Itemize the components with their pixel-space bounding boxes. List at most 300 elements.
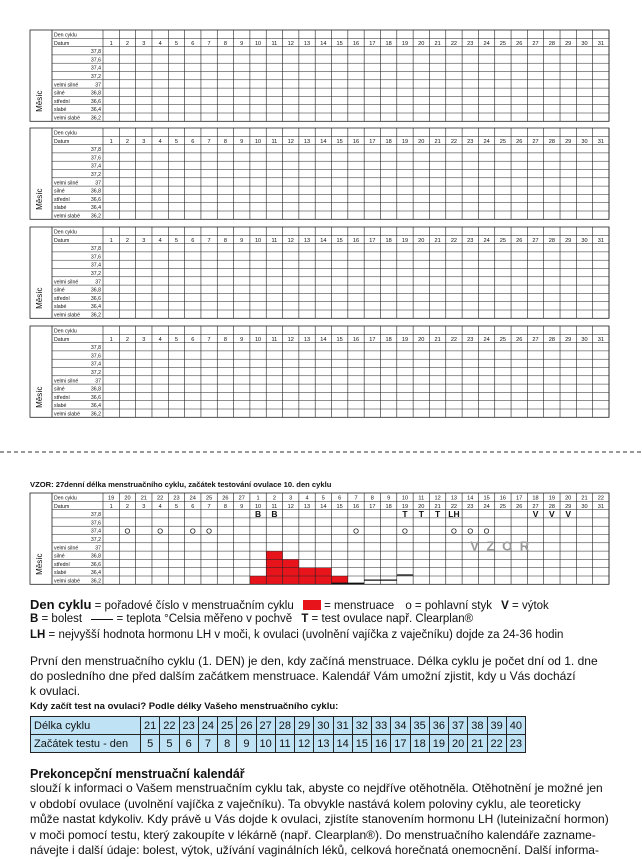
intercourse-mark: O [124,526,131,536]
day-number: 4 [158,40,162,47]
day-number: 8 [223,503,227,510]
row-label: 37,8 [90,512,101,519]
cycle-day-number: 6 [338,495,342,502]
day-number: 27 [532,138,539,145]
day-number: 14 [320,503,327,510]
temperature-label: 37 [95,279,101,286]
test-start-cell: 18 [410,735,429,753]
temperature-label: 36,6 [90,561,101,568]
intro-line: k ovulaci. [30,684,81,698]
test-start-table [30,716,526,753]
row-label: slabé [54,570,67,577]
row-label: střední [54,98,70,105]
cycle-day-number: 12 [434,495,441,502]
day-number: 24 [483,138,490,145]
temperature-line-swatch [91,619,113,620]
day-number: 7 [207,503,211,510]
temperature-label: 37 [95,180,101,187]
row-label: 37,6 [90,254,101,261]
cycle-day-number: 10 [401,495,409,502]
day-number: 18 [385,138,392,145]
test-start-cell: 21 [468,735,487,753]
intercourse-mark: O [451,526,457,536]
temperature-label: 36,2 [90,115,101,122]
row-label: Datum [54,237,70,244]
row-label: 37,6 [90,353,101,360]
cycle-length-cell: 37 [449,717,468,735]
legend-text: = pořadové číslo v menstruačním cyklu [91,600,294,612]
day-number: 20 [418,138,425,145]
day-number: 30 [581,40,588,47]
row-label: 37,2 [90,270,101,277]
test-start-cell: 13 [314,735,333,753]
test-start-row [31,735,526,753]
cycle-length-cell: 30 [314,717,333,735]
day-number: 12 [287,503,294,510]
day-number: 15 [336,336,343,343]
paragraph-line: může nastat kdykoliv. Kdy právě u Vás dojde k ovulaci, zjistíte stanovením hormonu LH (luteinizační hormon) [30,812,609,826]
day-number: 23 [467,336,474,343]
day-number: 6 [191,503,195,510]
day-number: 16 [352,237,360,244]
row-label: 37,8 [90,49,101,56]
row-label: střední [54,561,70,568]
day-number: 1 [109,503,113,510]
row-label: velmi silné [54,279,79,286]
cycle-day-number: 21 [581,495,588,502]
day-number: 10 [254,237,262,244]
test-start-cell: 15 [352,735,371,753]
day-number: 7 [207,237,211,244]
temperature-label: 36,4 [90,205,101,212]
day-number: 23 [467,237,474,244]
test-start-cell: 23 [506,735,525,753]
day-number: 13 [303,336,311,343]
cycle-length-cell: 34 [391,717,410,735]
row-label: 37,6 [90,57,101,64]
test-start-cell: 22 [487,735,506,753]
day-number: 8 [223,237,227,244]
legend-line-3 [30,629,563,641]
cycle-length-cell: 40 [506,717,525,735]
day-number: 31 [597,237,604,244]
row-label: slabé [54,403,67,410]
day-number: 7 [207,336,211,343]
day-number: 24 [483,40,490,47]
day-number: 20 [418,336,425,343]
day-number: 8 [223,40,227,47]
intercourse-mark: O [189,526,196,536]
day-number: 22 [450,138,458,145]
day-number: 29 [565,336,572,343]
day-number: 11 [271,336,278,343]
day-number: 19 [401,336,409,343]
temperature-label: 37 [95,378,101,385]
day-number: 3 [142,336,146,343]
cycle-day-number: 11 [418,495,425,502]
day-number: 28 [548,40,555,47]
cycle-length-cell: 39 [487,717,506,735]
row-label: Datum [54,336,70,343]
day-number: 18 [385,237,392,244]
day-number: 17 [369,40,376,47]
day-number: 15 [336,138,343,145]
legend-text: = pohlavní styk [411,600,492,612]
day-number: 4 [158,336,162,343]
day-number: 11 [271,237,278,244]
cycle-day-number: 9 [387,495,391,502]
day-number: 2 [125,40,130,47]
legend-text: = teplota °Celsia měřeno v pochvě [113,613,293,625]
day-number: 28 [548,138,555,145]
day-number: 11 [271,40,278,47]
day-number: 29 [565,237,572,244]
example-watermark: V Z O R [470,538,532,554]
day-number: 14 [320,237,327,244]
day-number: 5 [174,503,179,510]
cycle-length-cell: 26 [237,717,256,735]
cycle-length-cell: 32 [352,717,371,735]
temperature-label: 36,2 [90,312,101,319]
day-number: 17 [369,138,376,145]
ovulation-test-mark: V [532,508,539,519]
day-number: 6 [191,40,195,47]
test-start-cell: 5 [141,735,160,753]
day-number: 18 [385,336,392,343]
menstruation-swatch [303,600,321,610]
day-number: 31 [597,503,604,510]
temperature-label: 36,4 [90,107,101,114]
legend-text: = bolest [38,613,83,625]
day-number: 28 [548,503,555,510]
paragraph-line: v moči pomocí testu, který zakoupíte v lékárně (např. Clearplan®). Do menstruačního kalendáře zazname- [30,827,596,842]
row-label: velmi silné [54,180,79,187]
day-number: 9 [240,503,244,510]
cycle-day-number: 20 [565,495,572,502]
paragraph-line: slouží k informaci o Vašem menstruačním cyklu tak, abyste co nejdříve otěhotněla. Otěhotnění je možné jen [30,781,603,795]
day-number: 13 [303,237,311,244]
legend-text: = výtok [508,600,549,612]
row-label: silné [54,386,65,393]
day-number: 9 [240,336,244,343]
row-label: silné [54,287,65,294]
pain-mark: B [254,508,262,519]
day-number: 25 [499,138,507,145]
day-number: 26 [516,40,523,47]
day-number: 19 [401,40,409,47]
test-start-cell: 14 [333,735,352,753]
day-number: 7 [207,40,211,47]
cycle-day-number: 7 [354,495,358,502]
test-start-cell: 11 [275,735,294,753]
day-number: 8 [223,138,227,145]
day-number: 30 [581,503,588,510]
cycle-length-cell: 28 [275,717,294,735]
cycle-day-number: 1 [256,495,260,502]
cycle-day-number: 19 [108,495,115,502]
day-number: 3 [142,503,146,510]
row-label: velmi slabé [54,312,80,319]
test-start-cell: 12 [295,735,314,753]
row-label: 37,8 [90,246,101,253]
day-number: 16 [352,503,360,510]
month-label: Měsíc [35,553,44,575]
cycle-length-cell: 35 [410,717,429,735]
day-number: 19 [401,138,409,145]
test-start-cell: 20 [449,735,468,753]
day-number: 26 [516,503,523,510]
intercourse-mark: O [402,526,408,536]
day-number: 12 [287,40,294,47]
day-number: 22 [450,336,458,343]
day-number: 25 [499,503,507,510]
intercourse-mark: O [353,526,359,536]
day-number: 9 [240,237,244,244]
day-number: 27 [532,336,539,343]
month-label: Měsíc [35,90,44,112]
cycle-day-number: 22 [157,495,164,502]
test-start-cell: 7 [198,735,217,753]
paragraph-line: návejte i další údaje: bolest, výtok, užívání vaginálních léků, celková horečnatá onemocnění. Další informa- [30,843,599,857]
day-number: 2 [125,336,130,343]
temperature-label: 36,8 [90,287,101,294]
day-number: 29 [565,40,572,47]
example-title: VZOR: 27denní délka menstruačního cyklu, začátek testování ovulace 10. den cyklu [30,480,332,489]
cycle-length-cell: 23 [179,717,198,735]
temperature-label: 36,4 [90,403,101,410]
day-number: 25 [499,40,507,47]
test-start-cell: 10 [256,735,275,753]
day-number: 28 [548,237,555,244]
day-number: 19 [401,503,409,510]
legend-symbol: o [405,600,412,612]
day-number: 16 [352,336,360,343]
day-number: 21 [434,40,441,47]
row-label: 37,4 [90,528,101,535]
month-label: Měsíc [35,188,44,210]
day-number: 5 [174,336,179,343]
day-number: 28 [548,336,555,343]
day-number: 15 [336,503,343,510]
day-number: 20 [418,237,425,244]
cycle-day-number: 17 [516,495,523,502]
cycle-day-number: 22 [597,495,604,502]
day-number: 14 [320,336,327,343]
ovulation-test-mark: T [418,508,424,519]
day-number: 13 [303,503,311,510]
row-label: velmi slabé [54,578,80,585]
cycle-day-number: 13 [450,495,458,502]
test-start-cell: 5 [160,735,179,753]
row-label: velmi slabé [54,411,80,418]
day-number: 17 [369,336,376,343]
cycle-day-number: 15 [483,495,490,502]
temperature-label: 36,6 [90,394,101,401]
temperature-label: 36,8 [90,90,101,97]
temperature-label: 36,4 [90,570,101,577]
intro-line: do posledního dne před dalším začátkem menstruace. Kalendář Vám umožní zjistit, kdy u Vás dochází [30,669,576,683]
cycle-length-cell: 38 [468,717,487,735]
day-number: 31 [597,138,604,145]
cycle-length-cell: 25 [218,717,237,735]
temperature-label: 36,6 [90,98,101,105]
legend-line-1 [30,597,549,612]
temperature-label: 36,6 [90,295,101,302]
day-number: 25 [499,237,507,244]
row-label: střední [54,394,70,401]
cycle-length-cell: 27 [256,717,275,735]
day-number: 23 [467,138,474,145]
day-number: 10 [254,503,262,510]
cycle-day-number: 25 [205,495,213,502]
ovulation-test-mark: V [549,508,555,519]
row-label: 37,4 [90,163,101,170]
pain-mark: B [271,508,278,519]
day-number: 3 [142,237,146,244]
day-number: 9 [240,40,244,47]
day-number: 6 [191,138,195,145]
row-label: Den cyklu [54,229,77,236]
day-number: 4 [158,138,162,145]
day-number: 24 [483,503,490,510]
row-label: 37,4 [90,262,101,269]
day-number: 12 [287,336,294,343]
row-label: velmi silné [54,82,79,89]
intercourse-mark: O [206,526,213,536]
day-number: 31 [597,336,604,343]
row-label: 37,2 [90,369,101,376]
row-label: silné [54,188,65,195]
ovulation-test-mark: T [402,508,408,519]
legend-line-2 [30,613,473,625]
day-number: 18 [385,503,392,510]
test-table-heading: Kdy začít test na ovulaci? Podle délky Vašeho menstruačního cyklu: [30,701,339,712]
cycle-length-row [31,717,526,735]
day-number: 17 [369,503,376,510]
day-number: 14 [320,138,327,145]
day-number: 2 [125,503,130,510]
cycle-day-number: 4 [305,495,309,502]
row-label: Datum [54,138,70,145]
cycle-length-cell: 22 [160,717,179,735]
temperature-label: 36,2 [90,578,101,585]
ovulation-test-mark: T [435,508,441,519]
day-number: 18 [385,40,392,47]
row-label: velmi slabé [54,213,80,220]
day-number: 6 [191,336,195,343]
legend-text: = test ovulace např. Clearplan® [308,613,474,625]
row-label: střední [54,295,70,302]
intro-line: První den menstruačního cyklu (1. DEN) je den, kdy začíná menstruace. Délka cyklu je počet dní od 1. dne [30,654,598,668]
row-label: střední [54,196,70,203]
intercourse-mark: O [467,526,474,536]
cycle-day-number: 21 [140,495,147,502]
cycle-day-number: 27 [238,495,245,502]
day-number: 30 [581,237,588,244]
day-number: 1 [109,237,113,244]
day-number: 29 [565,138,572,145]
paragraph-line: v období ovulace (uvolnění vajíčka z vaječníku). Ta obvykle nastává kolem poloviny cyklu, ale teoreticky [30,796,581,811]
temperature-label: 36,2 [90,411,101,418]
cycle-day-number: 14 [467,495,474,502]
day-number: 30 [581,336,588,343]
day-number: 25 [499,336,507,343]
temperature-label: 36,4 [90,304,101,311]
legend-symbol: T [301,613,309,625]
cycle-day-number: 3 [289,495,293,502]
day-number: 10 [254,336,262,343]
day-number: 6 [191,237,195,244]
day-number: 10 [254,138,262,145]
day-number: 20 [418,40,425,47]
menstruation-bar [283,559,299,584]
day-number: 20 [418,503,425,510]
row-label: Délka cyklu [31,717,141,735]
legend-symbol: V [501,600,509,612]
cycle-day-number: 2 [272,495,276,502]
day-number: 24 [483,237,490,244]
day-number: 22 [450,503,458,510]
cycle-day-number: 24 [189,495,196,502]
day-number: 31 [597,40,604,47]
temperature-label: 36,8 [90,553,101,560]
day-number: 12 [287,138,294,145]
day-number: 3 [142,40,146,47]
calendar-heading: Prekoncepční menstruační kalendář [30,767,245,781]
day-number: 26 [516,336,523,343]
cycle-length-cell: 33 [372,717,391,735]
day-number: 4 [158,503,162,510]
row-label: 37,8 [90,345,101,352]
cycle-length-cell: 36 [429,717,448,735]
row-label: Začátek testu - den [31,735,141,753]
day-number: 19 [401,237,409,244]
day-number: 27 [532,40,539,47]
row-label: velmi slabé [54,115,80,122]
row-label: 37,8 [90,147,101,154]
day-number: 13 [303,40,311,47]
temperature-label: 36,8 [90,386,101,393]
row-label: Den cyklu [54,130,77,137]
legend-text: = menstruace [320,600,395,612]
row-label: Datum [54,503,70,510]
cycle-day-number: 26 [222,495,229,502]
day-number: 24 [483,336,490,343]
day-number: 23 [467,40,474,47]
row-label: 37,2 [90,536,101,543]
day-number: 2 [125,138,130,145]
test-start-cell: 9 [237,735,256,753]
row-label: slabé [54,205,67,212]
day-number: 7 [207,138,211,145]
row-label: 37,2 [90,171,101,178]
temperature-label: 37 [95,545,101,552]
test-start-cell: 17 [391,735,410,753]
row-label: 37,4 [90,361,101,368]
temperature-label: 36,2 [90,213,101,220]
day-number: 8 [223,336,227,343]
day-number: 26 [516,138,523,145]
temperature-label: 37 [95,82,101,89]
day-number: 9 [240,138,244,145]
cycle-day-number: 23 [173,495,180,502]
day-number: 23 [467,503,474,510]
day-number: 26 [516,237,523,244]
day-number: 5 [174,40,179,47]
row-label: Datum [54,40,70,47]
row-label: Den cyklu [54,32,77,39]
cycle-day-number: 5 [321,495,325,502]
